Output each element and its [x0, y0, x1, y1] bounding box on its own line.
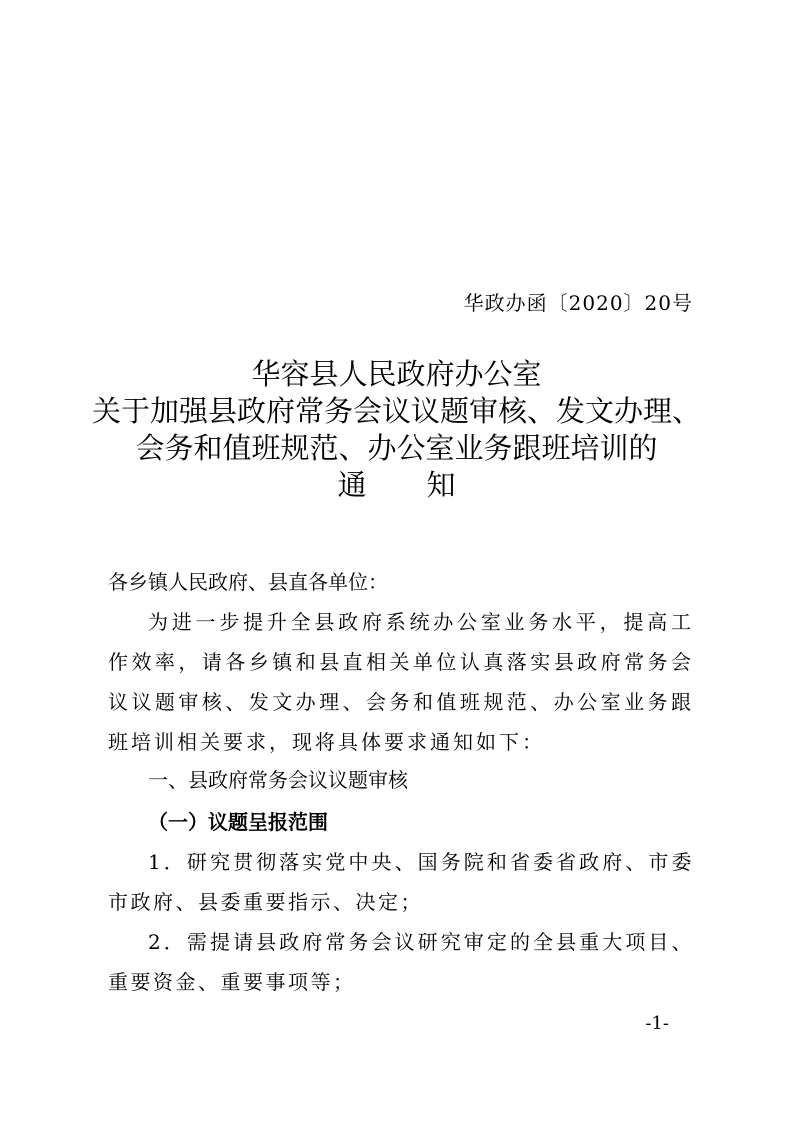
intro-paragraph-text: 为进一步提升全县政府系统办公室业务水平，提高工作效率，请各乡镇和县直相关单位认真落实县政府常务会议议题审核、发文办理、会务和值班规范、办公室业务跟班培训相关要求，现将具体要求通知如下：	[108, 610, 694, 754]
title-line-2: 关于加强县政府常务会议议题审核、发文办理、	[91, 394, 701, 428]
list-item-2-text: 2．需提请县政府常务会议研究审定的全县重大项目、重要资金、重要事项等；	[108, 930, 694, 994]
document-number: 华政办函〔2020〕20号	[463, 291, 693, 315]
title-word-zhi: 知	[426, 468, 456, 502]
document-title	[0, 356, 793, 504]
list-item-1-text: 1．研究贯彻落实党中央、国务院和省委省政府、市委市政府、县委重要指示、决定；	[108, 850, 694, 914]
salutation: 各乡镇人民政府、县直各单位：	[108, 570, 388, 594]
list-item-2	[108, 922, 694, 1002]
title-line-4	[0, 467, 793, 504]
title-line-1: 华容县人民政府办公室	[251, 357, 542, 391]
intro-paragraph	[108, 602, 694, 762]
page-number: -1-	[645, 1013, 669, 1034]
title-line-3: 会务和值班规范、办公室业务跟班培训的	[135, 431, 658, 465]
list-item-1	[108, 842, 694, 922]
title-word-tong: 通	[337, 468, 367, 502]
subsection-heading-1: （一）议题呈报范围	[148, 810, 328, 834]
section-heading-1: 一、县政府常务会议议题审核	[148, 768, 408, 792]
